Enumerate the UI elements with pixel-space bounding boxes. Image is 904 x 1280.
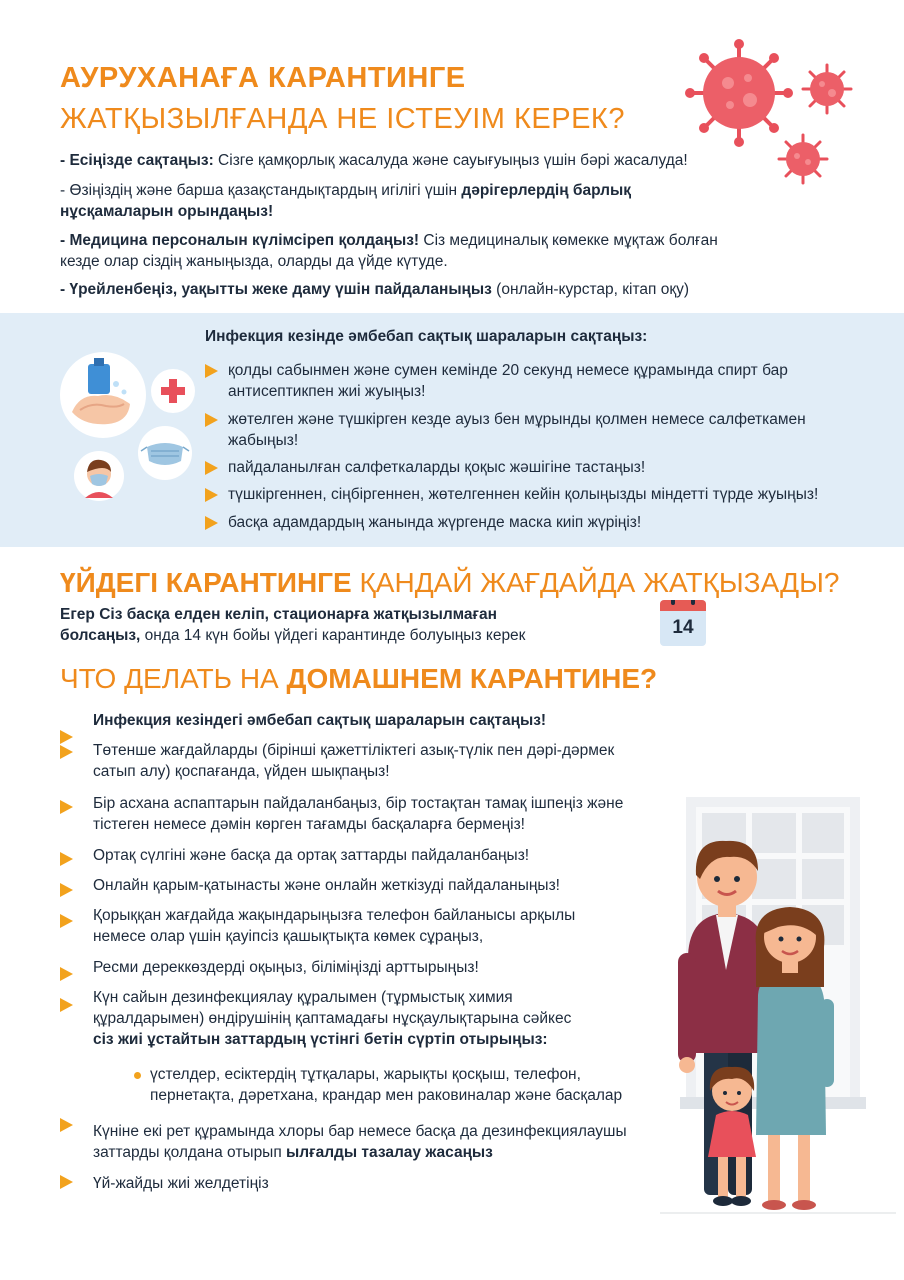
what-to-do-item-7: Күн сайын дезинфекциялау құралымен (тұрмыстық химия құралдарымен) өндірушінің қаптамадағы нұсқаулықтарына сәйкес сіз жиі ұстайтын заттардың үстінгі бетін сүртіп отырыңыз:	[93, 989, 572, 1048]
band-item-5: басқа адамдардың жанында жүргенде маска киіп жүріңіз!	[228, 514, 642, 531]
arrow-icon	[60, 1118, 73, 1132]
virus-icon-medium	[800, 62, 854, 116]
arrow-icon	[60, 967, 73, 981]
band-item-2: жөтелген және түшкірген кезде ауыз бен мұрынды қолмен немесе салфеткамен жабыңыз!	[228, 411, 806, 449]
masked-person-icon	[73, 450, 125, 502]
what-to-do-subitem: үстелдер, есіктердің тұтқалары, жарықты қосқыш, телефон, пернетақта, дәретхана, крандар мен раковиналар және басқалар	[150, 1066, 623, 1104]
home-quarantine-heading: ҮЙДЕГІ КАРАНТИНГЕ ҚАНДАЙ ЖАҒДАЙДА ЖАТҚЫЗАДЫ?	[60, 567, 840, 598]
arrow-icon	[60, 800, 73, 814]
arrow-icon	[205, 488, 218, 502]
band-title: Инфекция кезінде әмбебап сақтық шараларын сақтаңыз:	[205, 328, 648, 345]
band-item-4: түшкіргеннен, сіңбіргеннен, жөтелгеннен кейін қолыңызды міндетті түрде жуыңыз!	[228, 486, 819, 503]
page-title-line1: АУРУХАНАҒА КАРАНТИНГЕ	[60, 62, 466, 94]
intro-paragraph-4: - Үрейленбеңіз, уақытты жеке даму үшін пайдаланыңыз (онлайн-курстар, кітап оқу)	[60, 281, 690, 298]
arrow-icon	[60, 730, 73, 744]
what-to-do-heading: ЧТО ДЕЛАТЬ НА ДОМАШНЕМ КАРАНТИНЕ?	[60, 663, 658, 694]
arrow-icon	[60, 998, 73, 1012]
intro-paragraph-3: - Медицина персоналын күлімсіреп қолдаңыз! Сіз медициналық көмекке мұқтаж болған кезде олар сіздің жаныңызда, оларды да үйде күтуде.	[60, 232, 718, 270]
arrow-icon	[205, 516, 218, 530]
home-quarantine-text: Егер Сіз басқа елден келіп, стационарға жатқызылмаған болсаңыз, онда 14 күн бойы үйдегі карантинде болуыңыз керек	[60, 606, 526, 644]
bullet-dot-icon	[134, 1072, 141, 1079]
what-to-do-item-4: Онлайн қарым-қатынасты және онлайн жеткізуді пайдаланыңыз!	[93, 877, 560, 894]
family-illustration	[660, 795, 900, 1220]
intro-paragraph-2: - Өзіңіздің және барша қазақстандықтардың игілігі үшін дәрігерлердің барлық нұсқамаларын орындаңыз!	[60, 182, 632, 220]
arrow-icon	[205, 461, 218, 475]
band-item-1: қолды сабынмен және сумен кемінде 20 секунд немесе құрамында спирт бар антисептикпен жиі жуыңыз!	[228, 362, 788, 400]
arrow-icon	[205, 413, 218, 427]
arrow-icon	[60, 1175, 73, 1189]
arrow-icon	[60, 883, 73, 897]
what-to-do-item-9: Үй-жайды жиі желдетіңіз	[93, 1175, 269, 1192]
handwashing-icon	[58, 350, 148, 440]
calendar-number: 14	[672, 617, 694, 638]
what-to-do-item-5: Қорыққан жағдайда жақындарыңызға телефон байланысы арқылы немесе олар үшін қауіпсіз қашықтықта көмек сұраңыз,	[93, 907, 576, 945]
arrow-icon	[60, 852, 73, 866]
intro-paragraph-1: - Есіңізде сақтаңыз: Сізге қамқорлық жасалуда және сауығуыңыз үшін бәрі жасалуда!	[60, 152, 688, 169]
what-to-do-item-2: Бір асхана аспаптарын пайдаланбаңыз, бір тостақтан тамақ ішпеңіз және тістеген немесе дәмін көрген тағамды басқаларға бермеңіз!	[93, 795, 624, 833]
page-title-line2: ЖАТҚЫЗЫЛҒАНДА НЕ ІСТЕУІМ КЕРЕК?	[60, 103, 625, 135]
what-to-do-subtitle: Инфекция кезіндегі әмбебап сақтық шараларын сақтаңыз!	[93, 712, 547, 729]
face-mask-icon	[137, 425, 193, 481]
band-item-3: пайдаланылған салфеткаларды қоқыс жәшігіне тастаңыз!	[228, 459, 646, 476]
arrow-icon	[205, 364, 218, 378]
what-to-do-item-8: Күніне екі рет құрамында хлоры бар немесе басқа да дезинфекциялаушы заттарды қолдана отырып ылғалды тазалау жасаңыз	[93, 1123, 627, 1161]
arrow-icon	[60, 914, 73, 928]
calendar-icon	[660, 600, 706, 646]
what-to-do-item-6: Ресми дереккөздерді оқыңыз, біліміңізді арттырыңыз!	[93, 959, 479, 976]
what-to-do-item-1: Төтенше жағдайларды (бірінші қажеттіліктегі азық-түлік пен дәрі-дәрмек сатып алу) қоспағанда, үйден шықпаңыз!	[93, 742, 615, 780]
arrow-icon	[60, 745, 73, 759]
medical-cross-icon	[150, 368, 196, 414]
virus-icon-small	[776, 132, 830, 186]
what-to-do-item-3: Ортақ сүлгіні және басқа да ортақ заттарды пайдаланбаңыз!	[93, 847, 530, 864]
